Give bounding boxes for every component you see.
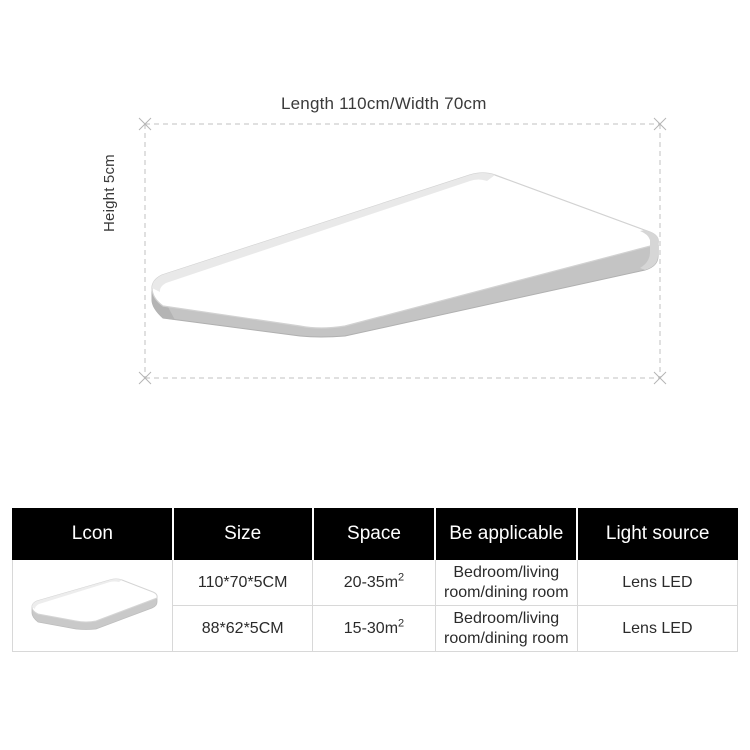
- column-header-size: Size: [173, 509, 313, 560]
- corner-marker-bottom-right: [654, 372, 666, 384]
- cell-space-exponent: 2: [398, 617, 405, 630]
- cell-space-exponent: 2: [398, 571, 405, 584]
- cell-space-unit: m: [384, 574, 399, 592]
- specification-table: [12, 508, 738, 652]
- table-header-row: [13, 509, 738, 560]
- length-dimension-label: Length 110cm/Width 70cm: [281, 94, 487, 113]
- ceiling-lamp-thumbnail-icon: [18, 563, 168, 643]
- cell-applicable: Bedroom/living room/dining room: [435, 560, 577, 606]
- lamp-body: [152, 173, 658, 337]
- column-header-light-source: Light source: [577, 509, 737, 560]
- column-header-space: Space: [313, 509, 436, 560]
- cell-light-source: Lens LED: [577, 606, 737, 652]
- height-dimension-label: Height 5cm: [101, 154, 118, 232]
- cell-space-unit: m: [384, 620, 399, 638]
- table-row: [13, 560, 738, 606]
- column-header-applicable: Be applicable: [435, 509, 577, 560]
- cell-size: 88*62*5CM: [173, 606, 313, 652]
- cell-space-value: 20-35: [343, 574, 385, 592]
- cell-light-source: Lens LED: [577, 560, 737, 606]
- cell-space-value: 15-30: [343, 620, 385, 638]
- cell-space: [313, 560, 436, 606]
- cell-space: [313, 606, 436, 652]
- column-header-icon: Lcon: [13, 509, 173, 560]
- cell-size: 110*70*5CM: [173, 560, 313, 606]
- cell-applicable: Bedroom/living room/dining room: [435, 606, 577, 652]
- product-thumbnail-cell: [13, 560, 173, 652]
